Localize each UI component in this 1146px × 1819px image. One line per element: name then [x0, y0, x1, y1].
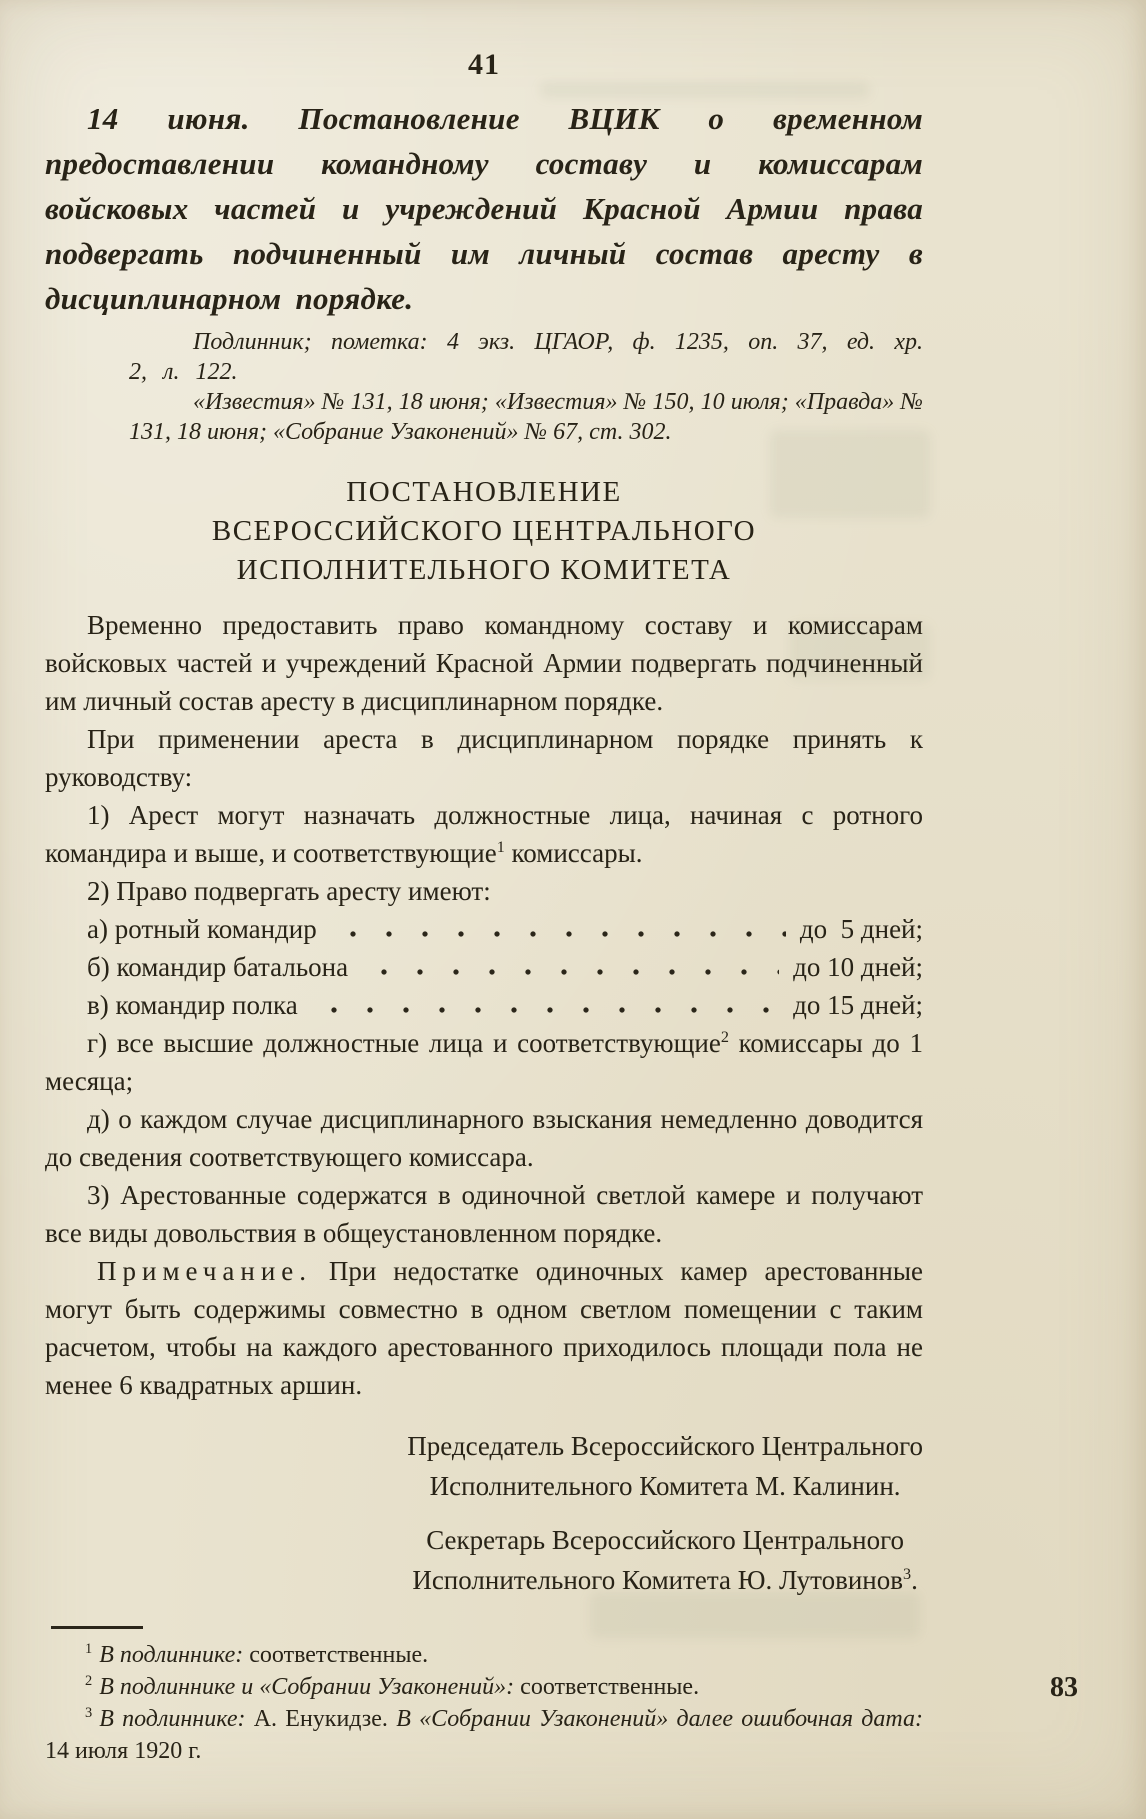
footnote-3-mid: В «Собрании Узаконений» далее ошибочная дата:: [396, 1706, 923, 1732]
term-label: б) командир батальона: [87, 952, 349, 982]
term-label: а) ротный командир: [87, 914, 317, 944]
paragraph-item-d: д) о каждом случае дисциплинарного взыскания немедленно доводится до сведения соответствующего комиссара.: [45, 1104, 923, 1172]
footnote-1: [45, 1639, 923, 1671]
signature-secretary: [407, 1520, 923, 1600]
footnote-2-lead: В подлиннике и «Собрании Узаконений»:: [99, 1674, 515, 1700]
decree-title-line-3: ИСПОЛНИТЕЛЬНОГО КОМИТЕТА: [236, 554, 732, 586]
source-note-archival: Подлинник; пометка: 4 экз. ЦГАОР, ф. 1235, оп. 37, ед. хр. 2, л. 122.: [129, 329, 923, 385]
arrest-term-row: [45, 948, 923, 986]
page-number: 83: [1050, 1672, 1078, 1703]
decree-title: [45, 473, 923, 590]
footnote-1-lead: В подлиннике:: [99, 1642, 244, 1668]
signature-chairman-line-2: Исполнительного Комитета М. Калинин.: [429, 1471, 901, 1501]
footnote-1-text: соответственные.: [243, 1642, 429, 1668]
footnote-rule: [51, 1626, 143, 1629]
headnote: 14 июня. Постановление ВЦИК о временном предоставлении командному составу и комиссарам войсковых частей и учреждений Красной Армии права подвергать подчиненный им личный состав аресту в дисциплинарном порядке.: [45, 101, 923, 316]
text-column: [45, 48, 923, 1767]
footnote-3-date: 14 июля 1920 г.: [45, 1738, 202, 1764]
entry-number: 41: [468, 48, 500, 81]
signature-secretary-tail: .: [911, 1565, 918, 1595]
paragraph-preamble: Временно предоставить право командному составу и комиссарам войсковых частей и учреждений Красной Армии подвергать подчиненный им личный состав аресту в дисциплинарном порядке.: [45, 610, 923, 716]
source-note-block: [129, 327, 923, 447]
footnote-2: [45, 1671, 923, 1703]
paragraph-guidance: При применении ареста в дисциплинарном порядке принять к руководству:: [45, 724, 923, 792]
note-paragraph: [45, 1252, 923, 1404]
footnote-marker-1: 1: [85, 1641, 93, 1657]
footnote-3-name: А. Енукидзе.: [245, 1706, 397, 1732]
item-g-text: г) все высшие должностные лица и соответствующие: [87, 1028, 721, 1058]
footnote-2-text: соответственные.: [514, 1674, 700, 1700]
dot-leader: [366, 948, 779, 986]
item-1-tail: комиссары.: [504, 838, 643, 868]
footnote-marker-2: 2: [85, 1673, 93, 1689]
paragraph-item-g: [45, 1024, 923, 1100]
footnote-3: [45, 1703, 923, 1767]
term-label: в) командир полка: [87, 990, 298, 1020]
term-value: до 10 дней;: [793, 952, 923, 982]
source-note-published: «Известия» № 131, 18 июня; «Известия» № 150, 10 июля; «Правда» № 131, 18 июня; «Собрание Узаконений» № 67, ст. 302.: [129, 389, 923, 445]
decree-title-line-2: ВСЕРОССИЙСКОГО ЦЕНТРАЛЬНОГО: [211, 515, 757, 547]
signature-secretary-text: Исполнительного Комитета Ю. Лутовинов: [412, 1565, 904, 1595]
note-label: Примечание.: [97, 1256, 313, 1286]
dot-leader: [316, 986, 779, 1024]
term-value: до 5 дней;: [799, 914, 923, 944]
item-g-tail: комиссары до 1 месяца;: [45, 1028, 923, 1096]
paragraph-item-3: 3) Арестованные содержатся в одиночной светлой камере и получают все виды довольствия в общеустановленном порядке.: [45, 1180, 923, 1248]
signature-secretary-line-2: [407, 1560, 923, 1600]
note-text: При недостатке одиночных камер арестованные могут быть содержимы совместно в одном светлом помещении с таким расчетом, чтобы на каждого арестованного приходилось площади пола не менее 6 квадратных аршин.: [45, 1256, 923, 1400]
paragraph-item-2: 2) Право подвергать аресту имеют:: [87, 876, 491, 906]
footnotes-block: [45, 1639, 923, 1767]
footnote-ref-1: 1: [496, 838, 505, 856]
item-1-text: 1) Арест могут назначать должностные лица, начиная с ротного командира и выше, и соответствующие: [45, 800, 923, 868]
signature-block: [407, 1426, 923, 1600]
signature-secretary-line-1: Секретарь Всероссийского Центрального: [426, 1525, 904, 1555]
arrest-term-row: [45, 986, 923, 1024]
footnote-marker-3: 3: [85, 1705, 93, 1721]
footnote-3-lead: В подлиннике:: [99, 1706, 246, 1732]
signature-chairman-line-1: Председатель Всероссийского Центрального: [407, 1431, 923, 1461]
dot-leader: [335, 910, 786, 948]
decree-title-line-1: ПОСТАНОВЛЕНИЕ: [346, 476, 622, 508]
term-value: до 15 дней;: [793, 990, 923, 1020]
signature-chairman: [407, 1426, 923, 1506]
paragraph-item-1: [45, 796, 923, 872]
footnote-ref-2: 2: [720, 1028, 729, 1046]
footnote-ref-3: 3: [903, 1565, 912, 1583]
arrest-term-row: [45, 910, 923, 948]
decree-body: [45, 606, 923, 1404]
